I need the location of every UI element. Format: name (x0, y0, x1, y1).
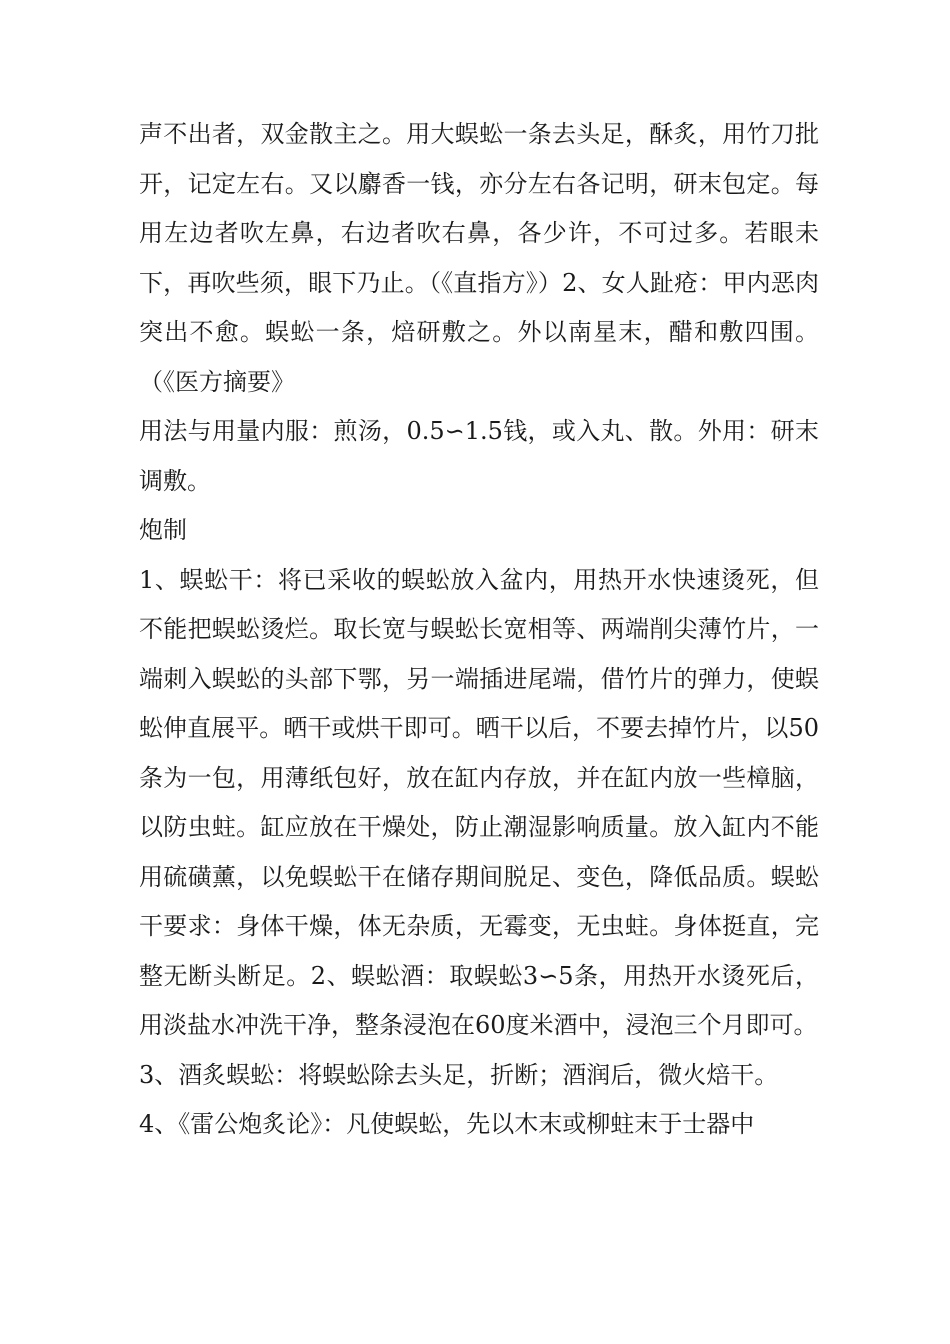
paragraph-wine-roasted: 3、酒炙蜈蚣：将蜈蚣除去头足，折断；酒润后，微火焙干。 (139, 1060, 779, 1089)
paragraph-usage-dosage: 用法与用量内服：煎汤，0.5∽1.5钱，或入丸、散。外用：研末调敷。 (139, 417, 819, 495)
document-page (139, 110, 819, 1150)
paragraph-dried-centipede: 1、蜈蚣干：将已采收的蜈蚣放入盆内，用热开水快速烫死，但不能把蜈蚣烫烂。取长宽与蜈蚣长宽相等、两端削尖薄竹片，一端刺入蜈蚣的头部下鄂，另一端插进尾端，借竹片的弹力，使蜈蚣伸直展平。晒干或烘干即可。晒干以后，不要去掉竹片，以50条为一包，用薄纸包好，放在缸内存放，并在缸内放一些樟脑，以防虫蛀。缸应放在干燥处，防止潮湿影响质量。放入缸内不能用硫磺薰，以免蜈蚣干在储存期间脱足、变色，降低品质。蜈蚣干要求：身体干燥，体无杂质，无霉变，无虫蛀。身体挺直，完整无断头断足。2、蜈蚣酒：取蜈蚣3∽5条，用热开水烫死后，用淡盐水冲洗干净，整条浸泡在60度米酒中，浸泡三个月即可。 (139, 565, 819, 1039)
section-heading-processing: 炮制 (139, 516, 187, 544)
paragraph-leigong-treatise: 4、《雷公炮炙论》：凡使蜈蚣，先以木末或柳蛀末于士器中 (139, 1110, 755, 1138)
paragraph-prescription-text: 声不出者，双金散主之。用大蜈蚣一条去头足，酥炙，用竹刀批开，记定左右。又以麝香一钱，亦分左右各记明，研末包定。每用左边者吹左鼻，右边者吹右鼻，各少许，不可过多。若眼未下，再吹些须，眼下乃止。（《直指方》）2、女人趾疮：甲内恶肉突出不愈。蜈蚣一条，焙研敷之。外以南星末，醋和敷四围。（《医方摘要》 (139, 120, 819, 396)
